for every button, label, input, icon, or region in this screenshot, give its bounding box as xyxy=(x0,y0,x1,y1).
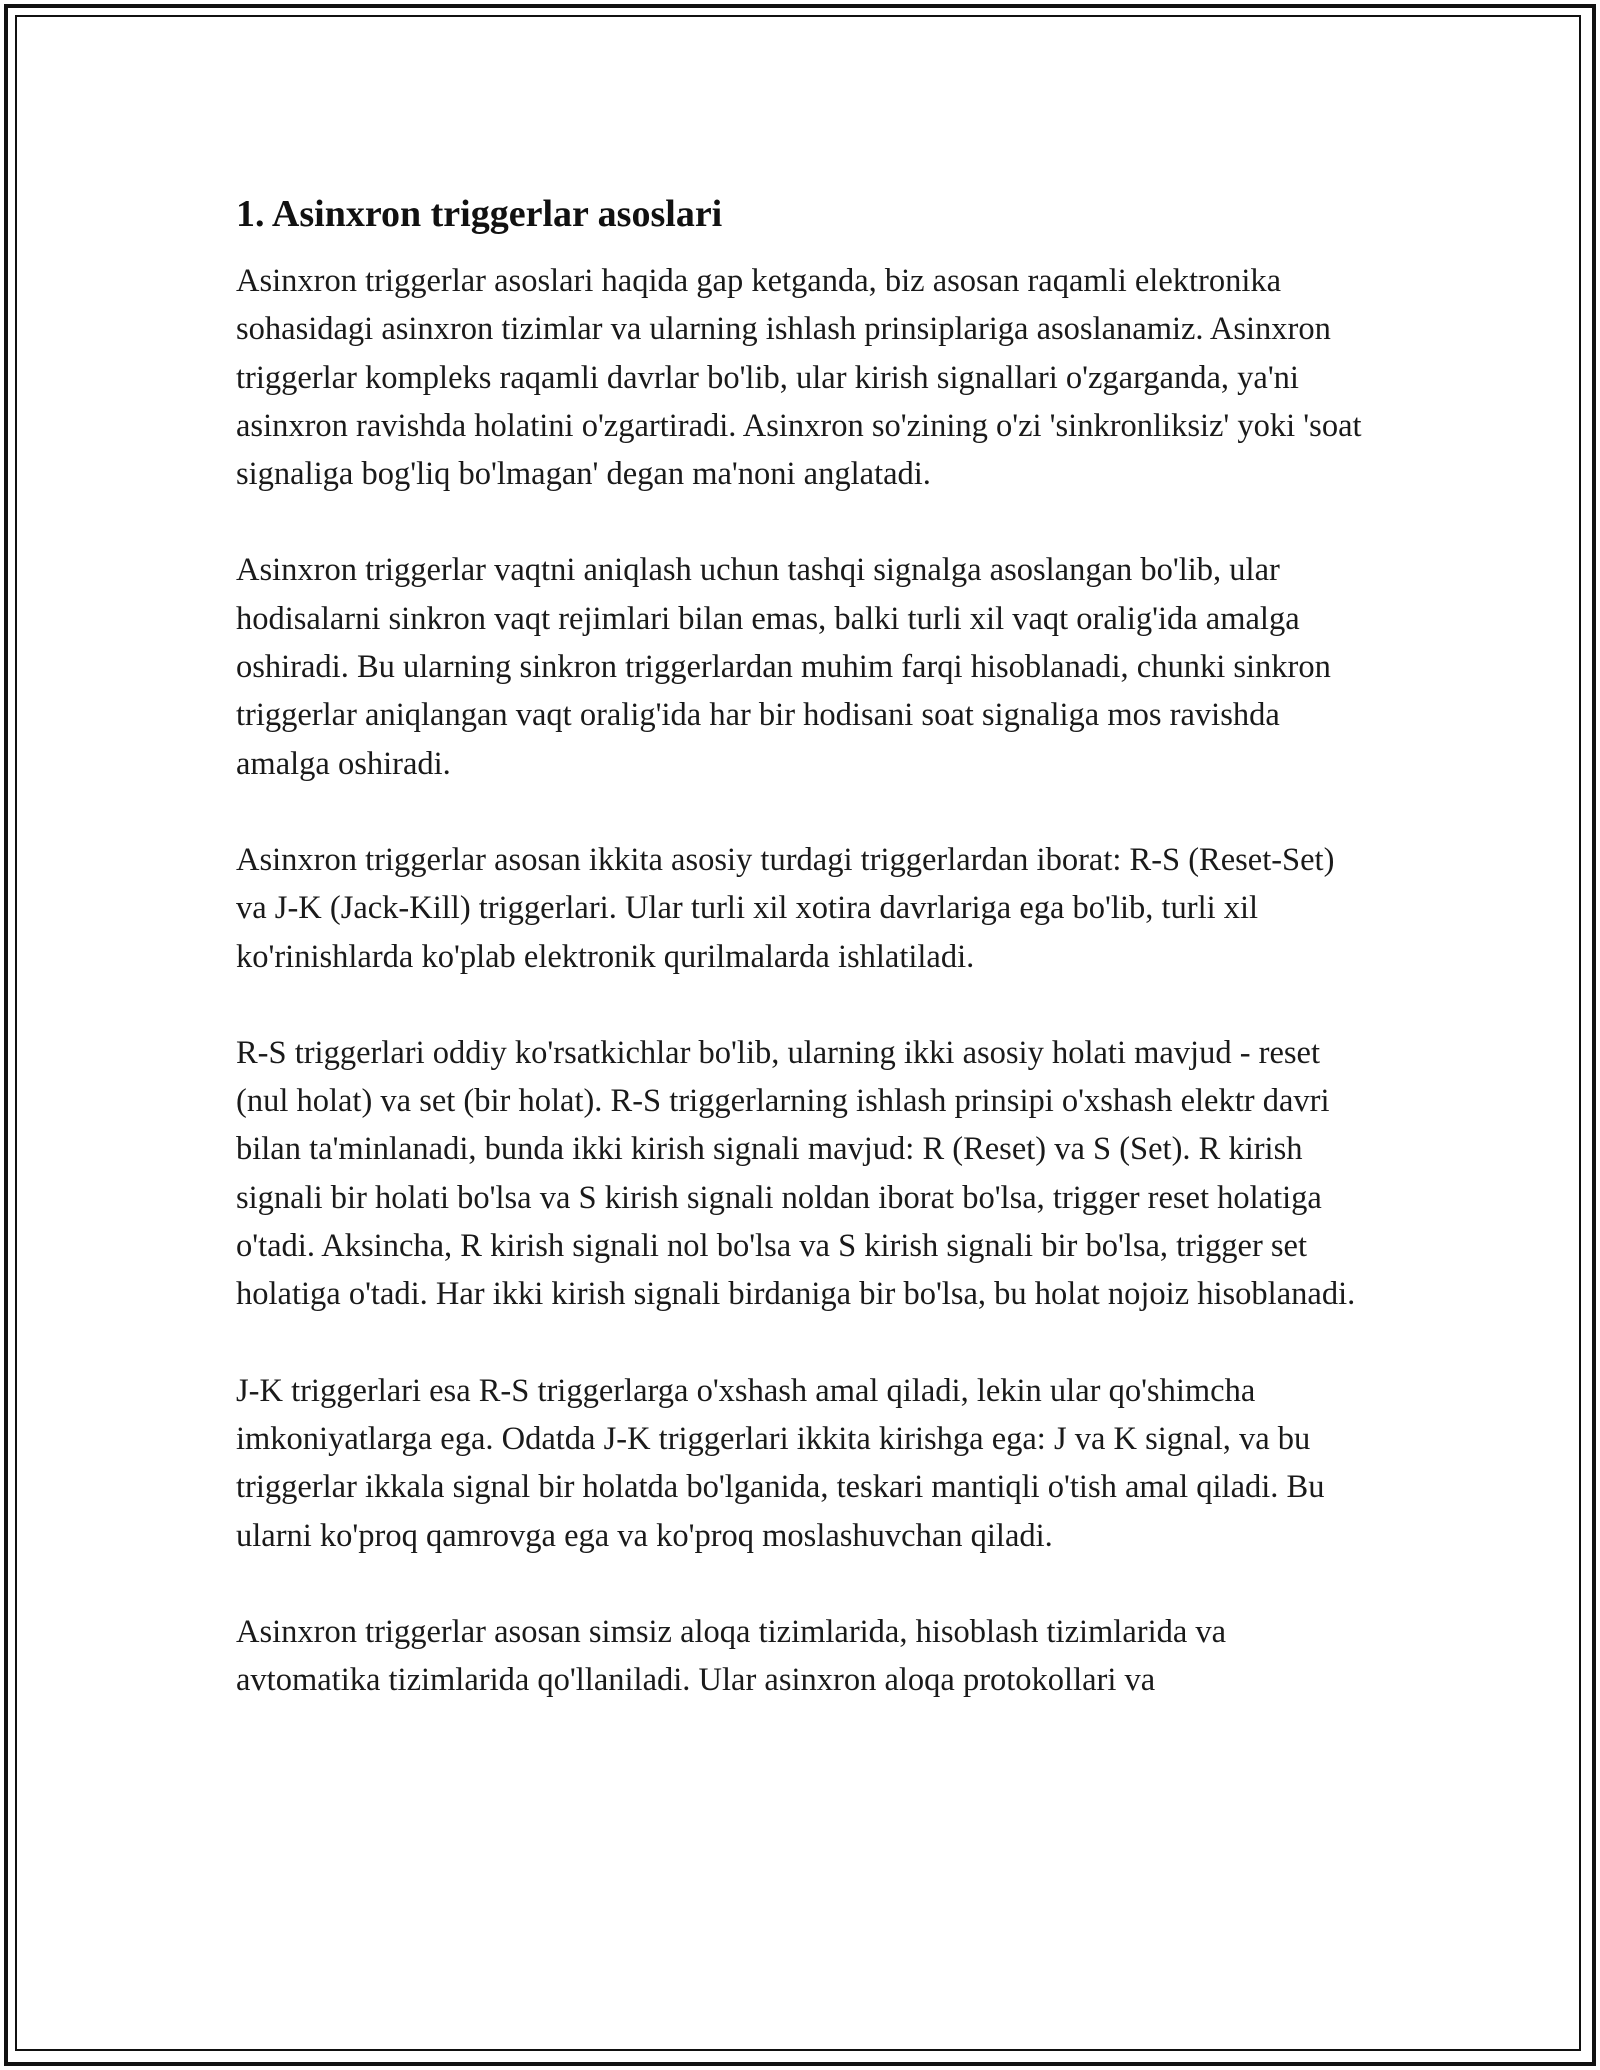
paragraph-external-signal: Asinxron triggerlar vaqtni aniqlash uchun tashqi signalga asoslangan bo'lib, ular hodisalarni sinkron vaqt rejimlari bilan emas, balki turli xil vaqt oralig'ida amalga oshiradi. Bu ularning sinkron triggerlardan muhim farqi hisoblanadi, chunki sinkron triggerlar aniqlangan vaqt oralig'ida har bir hodisani soat signaliga mos ravishda amalga oshiradi. xyxy=(236,552,1331,782)
paragraph-jk-triggers: J-K triggerlari esa R-S triggerlarga o'xshash amal qiladi, lekin ular qo'shimcha imkoniyatlarga ega. Odatda J-K triggerlari ikkita kirishga ega: J va K signal, va bu triggerlar ikkala signal bir holatda bo'lganida, teskari mantiqli o'tish amal qiladi. Bu ularni ko'proq qamrovga ega va ko'proq moslashuvchan qiladi. xyxy=(236,1372,1325,1554)
section-title: 1. Asinxron triggerlar asoslari xyxy=(236,193,723,235)
paragraph-trigger-types: Asinxron triggerlar asosan ikkita asosiy turdagi triggerlardan iborat: R-S (Reset-Set) va J-K (Jack-Kill) triggerlari. Ular turli xil xotira davrlariga ega bo'lib, turli xil ko'rinishlarda ko'plab elektronik qurilmalarda ishlatiladi. xyxy=(236,841,1335,975)
document-body xyxy=(236,185,1371,1752)
paragraph-applications: Asinxron triggerlar asosan simsiz aloqa tizimlarida, hisoblash tizimlarida va avtomatika tizimlarida qo'llaniladi. Ular asinxron aloqa protokollari va xyxy=(236,1613,1227,1699)
paragraph-rs-triggers: R-S triggerlari oddiy ko'rsatkichlar bo'lib, ularning ikki asosiy holati mavjud - reset (nul holat) va set (bir holat). R-S triggerlarning ishlash prinsipi o'xshash elektr davri bilan ta'minlanadi, bunda ikki kirish signali mavjud: R (Reset) va S (Set). R kirish signali bir holati bo'lsa va S kirish signali noldan iborat bo'lsa, trigger reset holatiga o'tadi. Aksincha, R kirish signali nol bo'lsa va S kirish signali bir bo'lsa, trigger set holatiga o'tadi. Har ikki kirish signali birdaniga bir bo'lsa, bu holat nojoiz hisoblanadi. xyxy=(236,1034,1356,1313)
paragraph-intro: Asinxron triggerlar asoslari haqida gap ketganda, biz asosan raqamli elektronika sohasidagi asinxron tizimlar va ularning ishlash prinsiplariga asoslanamiz. Asinxron triggerlar kompleks raqamli davrlar bo'lib, ular kirish signallari o'zgarganda, ya'ni asinxron ravishda holatini o'zgartiradi. Asinxron so'zining o'zi 'sinkronliksiz' yoki 'soat signaliga bog'liq bo'lmagan' degan ma'noni anglatadi. xyxy=(236,263,1362,493)
